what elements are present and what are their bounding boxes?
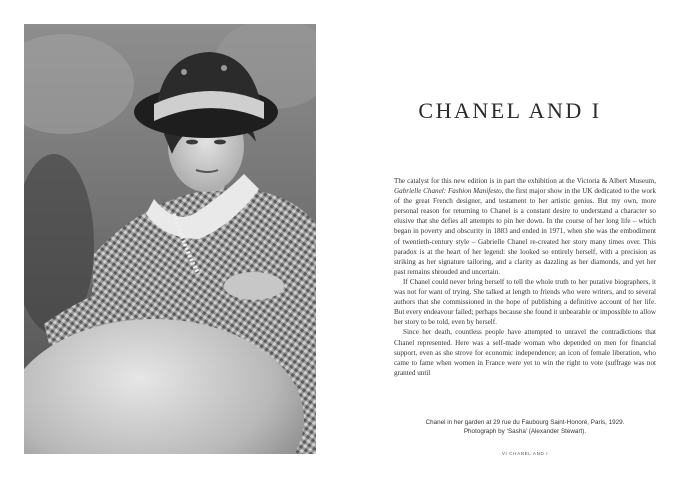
paragraph-1: The catalyst for this new edition is in part the exhibition at the Victoria & Albert Museum, Gabrielle Chanel: Fashion Manifesto, the first major show in the UK dedicated to the work of the great French designer, and testament to her artistic genius. But my own, more personal reason for returning to Chanel is a constant desire to understand a character so elusive that she defies all attempts to pin her down. In the course of her long life – which began in poverty and obscurity in 1883 and ended in 1971, when she was the embodiment of twentieth-century style – Gabrielle Chanel re-created her story many times over. This paradox is at the heart of her legend: she looked so entirely herself, with a precision as striking as her signature tailoring, and a clarity as dazzling as her diamonds, and yet her past remains shrouded and uncertain.: [394, 177, 656, 276]
portrait-illustration: [24, 24, 316, 454]
portrait-photograph: [24, 24, 316, 454]
chapter-title: CHANEL AND I: [418, 98, 602, 123]
caption-line-1: Chanel in her garden at 29 rue du Faubourg Saint-Honoré, Paris, 1929.: [425, 419, 625, 426]
paragraph-2: If Chanel could never bring herself to tell the whole truth to her putative biographers, it was not for want of trying. She talked at length to friends who were writers, and to several authors that she commissioned in the hope of publishing a definitive account of her life. But every endeavour failed; perhaps because she found it unbearable or impossible to allow her story to be told, even by herself.: [394, 277, 656, 327]
body-text: [394, 176, 656, 378]
photo-caption: [394, 419, 656, 436]
exhibition-title: Gabrielle Chanel: Fashion Manifesto: [394, 187, 502, 196]
caption-line-2: Photograph by ‘Sasha’ (Alexander Stewart).: [463, 427, 587, 435]
paragraph-3: Since her death, countless people have attempted to unravel the contradictions that Chanel represented. Here was a self-made woman who depended on men for financial support, even as she strove for economic independence; an icon of female liberation, who came to fame when women in France were yet to win the right to vote (suffrage was not granted until: [394, 328, 656, 377]
page-folio: VI CHANEL AND I: [501, 451, 549, 456]
